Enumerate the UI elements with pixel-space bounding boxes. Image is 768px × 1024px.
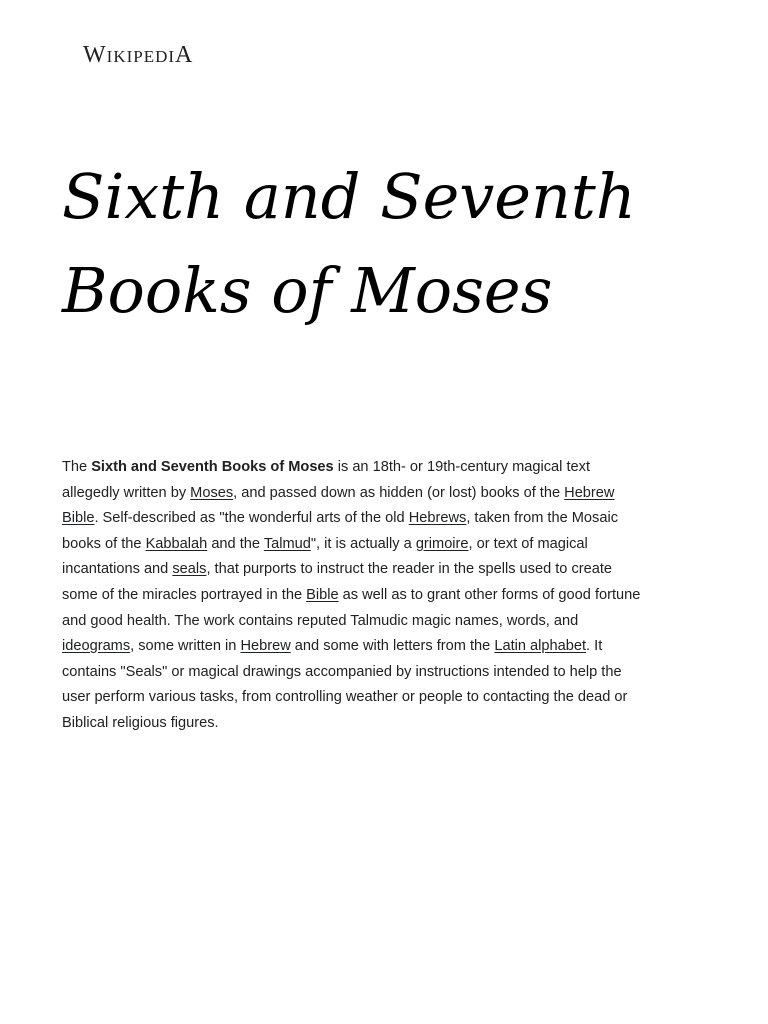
wikipedia-logo[interactable] bbox=[83, 42, 193, 69]
link-grimoire[interactable]: grimoire bbox=[415, 535, 469, 552]
link-talmud[interactable]: Talmud bbox=[263, 535, 311, 552]
link-ideograms[interactable]: ideograms bbox=[62, 638, 131, 655]
link-bible[interactable]: Bible bbox=[306, 586, 339, 603]
text-segment: . It contains "Seals" or magical drawings accompanied by instructions intended to help the user perform various tasks, from controlling weather or people to contacting the dead or Biblical religious figures. bbox=[62, 638, 628, 731]
text-segment: . Self-described as "the wonderful arts of the old bbox=[94, 510, 409, 527]
article-lead-paragraph bbox=[62, 455, 642, 737]
text-segment: is an 18th- or 19th-century magical text allegedly written by bbox=[62, 459, 590, 501]
text-segment: , taken from the Mosaic books of the bbox=[62, 510, 618, 552]
text-segment: ", it is actually a bbox=[310, 535, 416, 552]
logo-letters-middle: IKIPEDI bbox=[106, 47, 176, 66]
text-segment: and the bbox=[207, 535, 264, 552]
text-segment: , some written in bbox=[130, 638, 241, 655]
text-segment: The bbox=[62, 459, 92, 475]
page-title-line-2: Books of Moses bbox=[62, 254, 553, 327]
text-segment: , and passed down as hidden (or lost) books of the bbox=[233, 484, 565, 501]
link-hebrew[interactable]: Hebrew bbox=[240, 638, 291, 655]
text-segment: and some with letters from the bbox=[290, 638, 495, 655]
link-latin-alphabet[interactable]: Latin alphabet bbox=[494, 638, 587, 655]
article-subject: Sixth and Seventh Books of Moses bbox=[91, 459, 334, 475]
link-seals[interactable]: seals bbox=[172, 561, 207, 578]
link-kabbalah[interactable]: Kabbalah bbox=[145, 535, 208, 552]
page-title-line-1: Sixth and Seventh bbox=[62, 160, 636, 233]
logo-letter-w: W bbox=[83, 42, 107, 68]
link-hebrews[interactable]: Hebrews bbox=[408, 510, 467, 527]
text-segment: , or text of magical incantations and bbox=[62, 535, 588, 578]
text-segment: , that purports to instruct the reader in the spells used to create some of the miracles portrayed in the bbox=[62, 561, 613, 603]
link-hebrew-bible[interactable]: Hebrew Bible bbox=[62, 484, 615, 527]
link-moses[interactable]: Moses bbox=[190, 484, 234, 501]
page-title bbox=[62, 150, 702, 338]
logo-letter-a: A bbox=[175, 42, 194, 68]
text-segment: as well as to grant other forms of good fortune and good health. The work contains reputed Talmudic magic names, words, and bbox=[62, 586, 641, 629]
